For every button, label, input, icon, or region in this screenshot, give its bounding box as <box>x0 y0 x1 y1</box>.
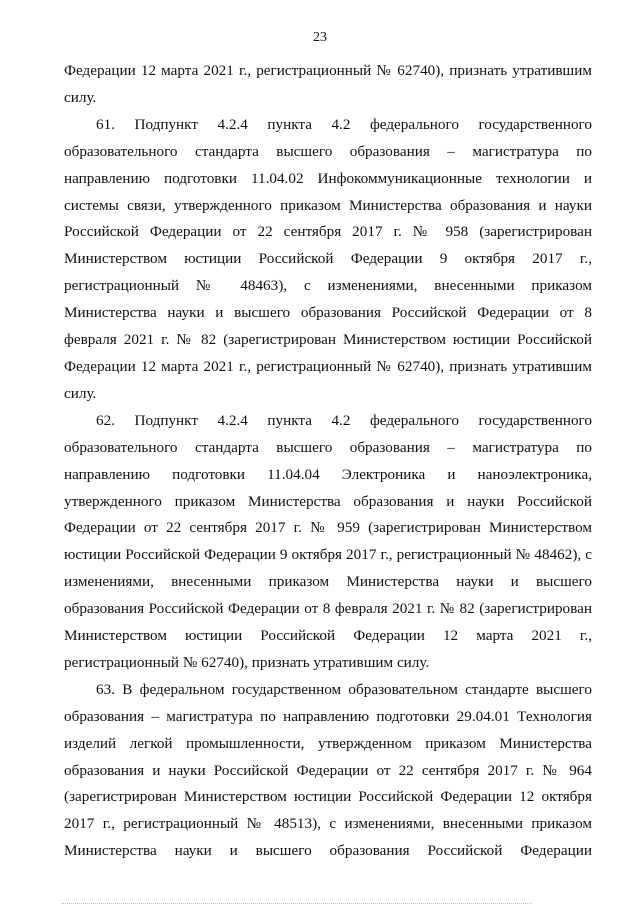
body-text <box>64 58 592 865</box>
paragraph-62: 62. Подпункт 4.2.4 пункта 4.2 федерального государственного образовательного стандарта высшего образования – магистратура по направлению подготовки 11.04.04 Электроника и наноэлектроника, утвержденного приказом Министерства образования и науки Российской Федерации от 22 сентября 2017 г. № 959 (зарегистрирован Министерством юстиции Российской Федерации 9 октября 2017 г., регистрационный № 48462), с изменениями, внесенными приказом Министерства науки и высшего образования Российской Федерации от 8 февраля 2021 г. № 82 (зарегистрирован Министерством юстиции Российской Федерации 12 марта 2021 г., регистрационный № 62740), признать утратившим силу. <box>64 411 592 671</box>
paragraph-61: 61. Подпункт 4.2.4 пункта 4.2 федерального государственного образовательного стандарта высшего образования – магистратура по направлению подготовки 11.04.02 Инфокоммуникационные технологии и системы связи, утвержденного приказом Министерства образования и науки Российской Федерации от 22 сентября 2017 г. № 958 (зарегистрирован Министерством юстиции Российской Федерации 9 октября 2017 г., регистрационный № 48463), с изменениями, внесенными приказом Министерства науки и высшего образования Российской Федерации от 8 февраля 2021 г. № 82 (зарегистрирован Министерством юстиции Российской Федерации 12 марта 2021 г., регистрационный № 62740), признать утратившим силу. <box>64 115 592 402</box>
paragraph-continuation: Федерации 12 марта 2021 г., регистрационный № 62740), признать утратившим силу. <box>64 62 592 106</box>
page-number: 23 <box>313 30 327 45</box>
paragraph-63: 63. В федеральном государственном образовательном стандарте высшего образования – магистратура по направлению подготовки 29.04.01 Технология изделий легкой промышленности, утвержденном приказом Министерства образования и науки Российской Федерации от 22 сентября 2017 г. № 964 (зарегистрирован Министерством юстиции Российской Федерации 12 октября 2017 г., регистрационный № 48513), с изменениями, внесенными приказом Министерства науки и высшего образования Российской Федерации <box>64 680 592 860</box>
